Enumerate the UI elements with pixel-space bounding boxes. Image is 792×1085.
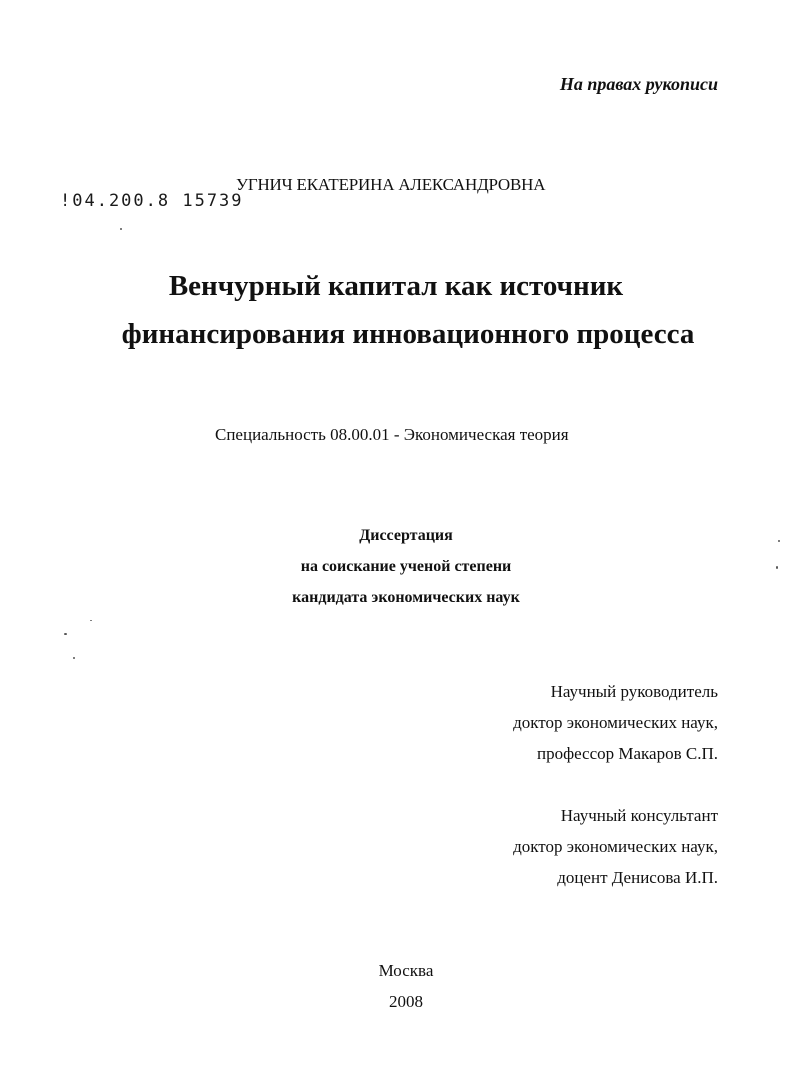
scan-speck	[73, 657, 75, 659]
supervisor-block	[513, 676, 718, 769]
degree-line-2: на соискание ученой степени	[300, 558, 512, 575]
supervisor-role: Научный руководитель	[550, 682, 718, 701]
archive-stamp: !04.200.8 15739	[60, 191, 244, 211]
year: 2008	[389, 992, 423, 1011]
author-name: УГНИЧ ЕКАТЕРИНА АЛЕКСАНДРОВНА	[236, 175, 546, 194]
consultant-name: доцент Денисова И.П.	[557, 868, 718, 887]
specialty-line: Специальность 08.00.01 - Экономическая теория	[215, 425, 569, 444]
dissertation-title	[0, 262, 792, 358]
scan-speck	[776, 566, 778, 569]
scan-speck	[778, 540, 780, 542]
consultant-role: Научный консультант	[560, 806, 718, 825]
degree-line-3: кандидата экономических наук	[292, 589, 520, 606]
supervisor-name: профессор Макаров С.П.	[536, 744, 718, 763]
scan-speck	[90, 620, 92, 621]
degree-line-1: Диссертация	[359, 527, 453, 544]
title-line-2: финансирования инновационного процесса	[121, 318, 695, 350]
place-year-block	[0, 955, 792, 1017]
consultant-degree: доктор экономических наук,	[513, 837, 718, 856]
title-line-1: Венчурный капитал как источник	[168, 270, 624, 302]
rights-notice: На правах рукописи	[559, 74, 718, 94]
consultant-block	[513, 800, 718, 893]
scan-speck	[120, 228, 122, 230]
scan-speck	[64, 633, 67, 635]
city: Москва	[378, 961, 434, 980]
degree-block	[0, 520, 792, 613]
supervisor-degree: доктор экономических наук,	[513, 713, 718, 732]
